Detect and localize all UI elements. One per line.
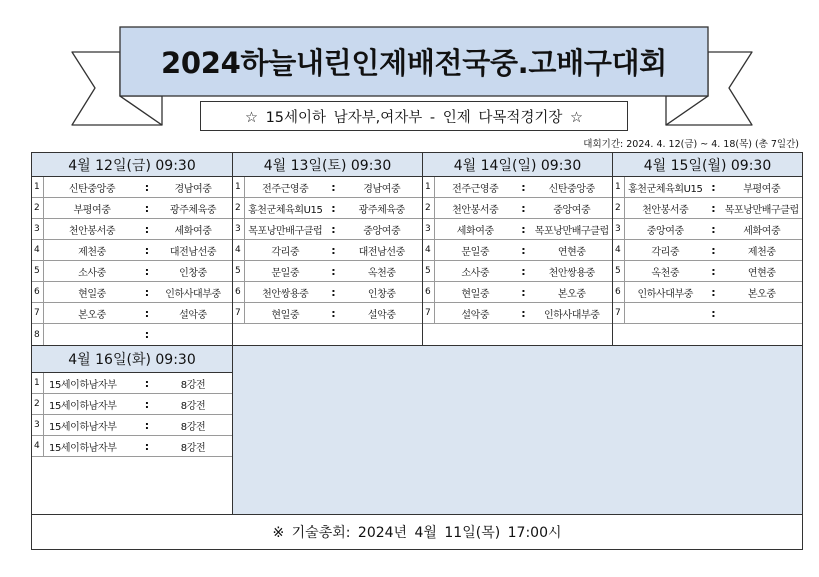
home-team: 제천중 [78,246,106,258]
versus-separator: : [144,285,150,299]
match-row [613,261,802,282]
away-team: 인창중 [367,288,396,300]
home-team: 현일중 [271,309,300,321]
merged-empty-area [232,346,802,514]
away-team: 대전남선중 [358,246,405,258]
match-row [613,240,802,261]
match-number: 3 [613,219,625,239]
day-header: 4월 12일(금) 09:30 [32,153,232,177]
home-team: 천안봉서중 [452,204,499,216]
match-number: 6 [423,282,435,302]
match-number: 3 [423,219,435,239]
match-number: 2 [32,198,44,218]
away-team: 설악중 [179,309,207,321]
versus-separator: : [711,285,716,299]
match-row [423,198,612,219]
technical-meeting-note: ※ 기술총회: 2024년 4월 11일(목) 17:00시 [32,514,802,549]
away-team: 연현중 [557,246,586,258]
away-team: 설악중 [367,309,396,321]
versus-separator: : [331,285,336,299]
match-number: 1 [613,177,625,197]
match-number: 1 [32,177,44,197]
match-row [423,303,612,324]
versus-separator: : [331,243,336,257]
home-team: 15세이하남자부 [49,442,117,454]
versus-separator: : [521,243,526,257]
home-team: 문일중 [461,246,490,258]
home-team: 홍천군체육회U15 [628,183,703,195]
away-team: 세화여중 [174,225,212,237]
match-number: 1 [423,177,435,197]
versus-separator: : [521,264,526,278]
match-number: 4 [32,436,44,456]
match-number: 2 [32,394,44,414]
match-row [423,219,612,240]
away-team: 인하사대부중 [543,309,600,321]
versus-separator: : [521,306,526,320]
versus-separator: : [144,306,150,320]
versus-separator: : [144,397,150,411]
home-team: 홍천군체육회U15 [248,204,323,216]
match-number: 4 [423,240,435,260]
empty-row [233,324,422,345]
home-team: 각리중 [271,246,300,258]
away-team: 중앙여중 [553,204,591,216]
home-team: 인하사대부중 [637,288,694,300]
match-number: 7 [32,303,44,323]
versus-separator: : [144,418,150,432]
match-row [32,261,232,282]
match-number: 1 [32,373,44,393]
away-team: 8강전 [180,421,206,433]
home-team: 신탄중앙중 [68,183,116,195]
match-row [233,282,422,303]
away-team: 8강전 [180,400,206,412]
match-row [32,198,232,219]
away-team: 본오중 [747,288,776,300]
empty-row [423,324,612,345]
home-team: 목포낭만배구클럽 [248,225,323,237]
versus-separator: : [711,264,716,278]
match-number: 2 [423,198,435,218]
match-row [32,282,232,303]
day-header: 4월 15일(월) 09:30 [613,153,802,177]
versus-separator: : [144,222,150,236]
away-team: 8강전 [180,379,206,391]
document-title: 2024하늘내린인제배전국중.고배구대회 [161,46,667,80]
home-team: 현일중 [78,288,106,300]
versus-separator: : [331,222,336,236]
versus-separator: : [144,243,150,257]
tournament-period: 대회기간: 2024. 4. 12(금) ~ 4. 18(목) (총 7일간) [583,139,799,150]
away-team: 경남여중 [363,183,401,195]
away-team: 목포낭만배구클럽 [724,204,799,216]
away-team: 제천중 [747,246,776,258]
home-team: 전주근영중 [262,183,309,195]
versus-separator: : [711,306,716,320]
match-row [613,198,802,219]
versus-separator: : [711,222,716,236]
versus-separator: : [521,180,526,194]
home-team: 15세이하남자부 [49,379,117,391]
match-row [233,261,422,282]
away-team: 8강전 [180,442,206,454]
match-row [233,198,422,219]
home-team: 부평여중 [73,204,111,216]
day-column [422,153,612,345]
match-row [32,415,232,436]
match-row [233,177,422,198]
match-row [32,324,232,345]
match-number: 4 [233,240,245,260]
match-row [423,282,612,303]
away-team: 목포낭만배구클럽 [534,225,609,237]
match-number: 1 [233,177,245,197]
venue-subtitle: ☆ 15세이하 남자부,여자부 - 인제 다목적경기장 ☆ [200,101,628,131]
away-team: 연현중 [747,267,776,279]
match-row [32,373,232,394]
versus-separator: : [521,285,526,299]
home-team: 옥천중 [651,267,680,279]
match-number: 7 [423,303,435,323]
home-team: 현일중 [461,288,490,300]
match-row [613,282,802,303]
match-number: 3 [32,219,44,239]
versus-separator: : [144,201,150,215]
match-number: 8 [32,324,44,345]
versus-separator: : [521,201,526,215]
schedule-upper-section [32,153,802,346]
match-number: 2 [233,198,245,218]
home-team: 천안쌍용중 [262,288,309,300]
day-column [612,153,802,345]
away-team: 천안쌍용중 [548,267,595,279]
match-number: 5 [32,261,44,281]
home-team: 소사중 [78,267,106,279]
versus-separator: : [144,264,150,278]
match-number: 7 [233,303,245,323]
match-row [613,177,802,198]
versus-separator: : [331,201,336,215]
day-header: 4월 16일(화) 09:30 [32,346,232,373]
schedule-lower-section [32,346,802,514]
home-team: 천안봉서중 [68,225,116,237]
versus-separator: : [144,376,150,390]
match-row [32,394,232,415]
match-number: 6 [613,282,625,302]
versus-separator: : [521,222,526,236]
match-number: 2 [613,198,625,218]
versus-separator: : [331,264,336,278]
away-team: 인창중 [179,267,207,279]
day-column [32,153,232,345]
match-row [32,303,232,324]
match-row [423,240,612,261]
match-number: 6 [233,282,245,302]
versus-separator: : [711,201,716,215]
away-team: 광주체육중 [169,204,217,216]
match-row [423,261,612,282]
schedule-table [31,152,803,550]
match-row [32,436,232,457]
home-team: 본오중 [78,309,106,321]
home-team: 문일중 [271,267,300,279]
match-number: 5 [233,261,245,281]
versus-separator: : [144,328,150,341]
match-number: 5 [613,261,625,281]
match-number: 5 [423,261,435,281]
away-team: 신탄중앙중 [548,183,595,195]
away-team: 경남여중 [174,183,212,195]
home-team: 설악중 [461,309,490,321]
home-team: 각리중 [651,246,680,258]
away-team: 세화여중 [743,225,781,237]
away-team: 본오중 [557,288,586,300]
versus-separator: : [331,180,336,194]
match-row [32,240,232,261]
match-row [233,240,422,261]
match-row [32,219,232,240]
empty-row [613,324,802,345]
home-team: 소사중 [461,267,490,279]
versus-separator: : [144,180,150,194]
match-number: 4 [32,240,44,260]
home-team: 중앙여중 [646,225,684,237]
match-number: 3 [233,219,245,239]
away-team: 중앙여중 [363,225,401,237]
home-team: 세화여중 [456,225,494,237]
day-column [32,346,232,514]
away-team: 인하사대부중 [165,288,221,300]
home-team: 천안봉서중 [642,204,689,216]
versus-separator: : [144,439,150,453]
day-header: 4월 14일(일) 09:30 [423,153,612,177]
match-row [423,177,612,198]
away-team: 옥천중 [367,267,396,279]
away-team: 부평여중 [743,183,781,195]
versus-separator: : [711,243,716,257]
match-row [32,177,232,198]
day-header: 4월 13일(토) 09:30 [233,153,422,177]
home-team: 15세이하남자부 [49,400,117,412]
versus-separator: : [331,306,336,320]
match-number: 3 [32,415,44,435]
match-number: 6 [32,282,44,302]
day-column [232,153,422,345]
versus-separator: : [711,180,716,194]
match-number: 7 [613,303,625,323]
match-row [613,303,802,324]
home-team: 15세이하남자부 [49,421,117,433]
home-team: 전주근영중 [452,183,499,195]
match-row [613,219,802,240]
match-row [233,303,422,324]
away-team: 대전남선중 [169,246,217,258]
match-row [233,219,422,240]
match-number: 4 [613,240,625,260]
away-team: 광주체육중 [358,204,405,216]
